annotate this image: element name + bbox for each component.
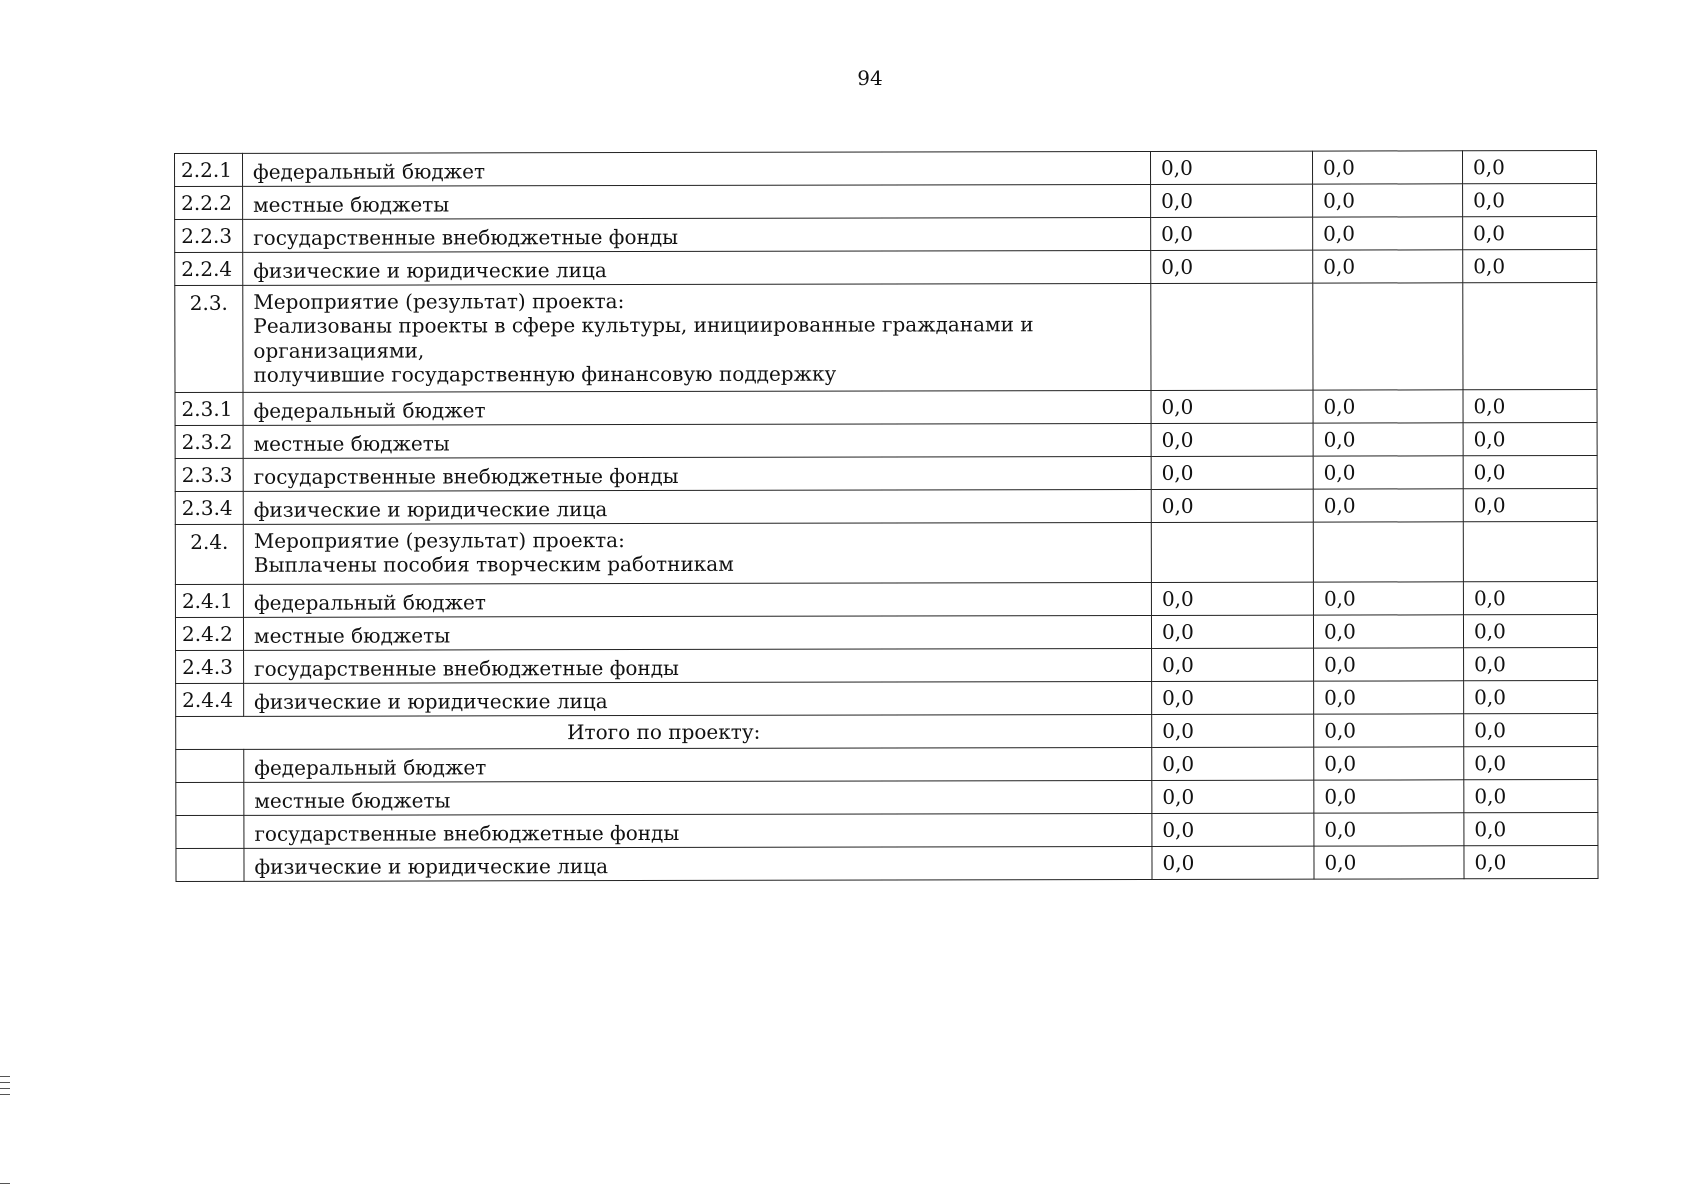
section-header-row [175, 283, 1597, 393]
margin-tick [0, 1082, 10, 1083]
total-label: Итого по проекту: [176, 714, 1152, 749]
table-row [175, 151, 1597, 187]
table-body [175, 151, 1599, 882]
row-label: федеральный бюджет [243, 390, 1151, 425]
value-cell: 0,0 [1152, 846, 1314, 879]
section-title-line: Мероприятие (результат) проекта: [253, 527, 625, 553]
row-number: 2.3.4 [175, 491, 243, 524]
value-cell: 0,0 [1151, 184, 1313, 217]
margin-marks [0, 1076, 10, 1100]
table-row [176, 647, 1598, 683]
value-cell: 0,0 [1463, 389, 1597, 422]
value-cell: 0,0 [1463, 422, 1597, 455]
value-cell: 0,0 [1463, 250, 1597, 283]
value-cell: 0,0 [1313, 455, 1463, 488]
funding-table [174, 150, 1599, 882]
value-cell: 0,0 [1464, 647, 1598, 680]
row-number [176, 848, 244, 881]
table-row [176, 746, 1598, 782]
row-label: государственные внебюджетные фонды [244, 648, 1152, 683]
row-label: физические и юридические лица [243, 250, 1151, 285]
value-cell: 0,0 [1313, 184, 1463, 217]
value-cell: 0,0 [1314, 845, 1464, 878]
table-row [175, 250, 1597, 286]
section-title-line: Мероприятие (результат) проекта: [253, 289, 625, 314]
row-number: 2.4.2 [175, 617, 243, 650]
value-cell: 0,0 [1464, 713, 1598, 746]
value-cell: 0,0 [1462, 151, 1596, 184]
value-cell: 0,0 [1314, 812, 1464, 845]
row-number: 2.2.3 [175, 219, 243, 252]
row-number: 2.4.4 [176, 683, 244, 716]
row-number [176, 749, 244, 782]
section-title-line: Выплачены пособия творческим работникам [253, 551, 734, 577]
value-cell: 0,0 [1314, 680, 1464, 713]
value-cell: 0,0 [1464, 845, 1598, 878]
row-label: федеральный бюджет [243, 151, 1151, 186]
row-number: 2.3.2 [175, 425, 243, 458]
section-title-line: Реализованы проекты в сфере культуры, инициированные гражданами и организациями, [253, 312, 1034, 363]
row-number: 2.4.3 [176, 650, 244, 683]
row-label: физические и юридические лица [244, 846, 1152, 881]
value-cell: 0,0 [1151, 390, 1313, 423]
value-cell: 0,0 [1463, 455, 1597, 488]
value-cell: 0,0 [1312, 151, 1462, 184]
row-label: местные бюджеты [243, 184, 1151, 219]
table-row [176, 812, 1598, 848]
value-cell: 0,0 [1152, 747, 1314, 780]
value-cell: 0,0 [1314, 779, 1464, 812]
funding-table-container [174, 150, 1599, 882]
row-label: государственные внебюджетные фонды [243, 456, 1151, 491]
value-cell: 0,0 [1313, 250, 1463, 283]
section-header-row [175, 521, 1597, 584]
table-row [176, 779, 1598, 815]
value-cell: 0,0 [1314, 647, 1464, 680]
table-row [175, 455, 1597, 491]
margin-tick [0, 1183, 10, 1184]
page-number: 94 [857, 66, 883, 90]
row-label: федеральный бюджет [243, 582, 1151, 617]
value-cell: 0,0 [1464, 746, 1598, 779]
value-cell: 0,0 [1151, 250, 1313, 283]
value-cell: 0,0 [1313, 389, 1463, 422]
value-cell: 0,0 [1152, 648, 1314, 681]
table-row [175, 581, 1597, 617]
value-cell: 0,0 [1313, 422, 1463, 455]
value-cell: 0,0 [1151, 615, 1313, 648]
value-cell: 0,0 [1152, 714, 1314, 747]
row-number: 2.4.1 [175, 584, 243, 617]
value-cell: 0,0 [1314, 713, 1464, 746]
value-cell: 0,0 [1152, 780, 1314, 813]
row-label: местные бюджеты [244, 780, 1152, 815]
value-cell: 0,0 [1464, 680, 1598, 713]
section-title [243, 283, 1151, 391]
margin-tick [0, 1094, 10, 1095]
row-label: государственные внебюджетные фонды [243, 217, 1151, 252]
table-row [175, 217, 1597, 253]
value-cell: 0,0 [1150, 151, 1312, 184]
row-number: 2.2.2 [175, 186, 243, 219]
table-row [175, 389, 1597, 425]
value-cell [1313, 521, 1463, 581]
value-cell: 0,0 [1464, 779, 1598, 812]
row-number [176, 782, 244, 815]
value-cell: 0,0 [1151, 423, 1313, 456]
table-row [176, 680, 1598, 716]
row-number [176, 815, 244, 848]
value-cell [1463, 521, 1597, 581]
row-label: физические и юридические лица [244, 681, 1152, 716]
value-cell: 0,0 [1313, 217, 1463, 250]
value-cell: 0,0 [1152, 813, 1314, 846]
row-number: 2.2.4 [175, 252, 243, 285]
total-row [176, 713, 1598, 749]
value-cell: 0,0 [1463, 217, 1597, 250]
row-label: федеральный бюджет [244, 747, 1152, 782]
row-label: физические и юридические лица [243, 489, 1151, 524]
value-cell: 0,0 [1313, 614, 1463, 647]
value-cell: 0,0 [1463, 614, 1597, 647]
value-cell [1151, 283, 1313, 390]
value-cell: 0,0 [1313, 488, 1463, 521]
table-row [176, 845, 1598, 881]
table-row [175, 488, 1597, 524]
row-number: 2.3.1 [175, 392, 243, 425]
value-cell [1463, 283, 1597, 390]
row-label: местные бюджеты [243, 423, 1151, 458]
value-cell: 0,0 [1152, 681, 1314, 714]
row-label: государственные внебюджетные фонды [244, 813, 1152, 848]
table-row [175, 614, 1597, 650]
value-cell: 0,0 [1151, 456, 1313, 489]
row-number: 2.4. [175, 524, 243, 584]
margin-tick [0, 1088, 10, 1089]
table-row [175, 422, 1597, 458]
section-title-line: получившие государственную финансовую поддержку [253, 361, 837, 388]
row-number: 2.2.1 [175, 153, 243, 186]
row-number: 2.3. [175, 285, 243, 392]
value-cell: 0,0 [1151, 217, 1313, 250]
value-cell: 0,0 [1313, 581, 1463, 614]
value-cell: 0,0 [1463, 488, 1597, 521]
table-row [175, 184, 1597, 220]
value-cell: 0,0 [1314, 746, 1464, 779]
value-cell [1151, 522, 1313, 582]
row-label: местные бюджеты [243, 615, 1151, 650]
value-cell: 0,0 [1463, 184, 1597, 217]
margin-tick [0, 1076, 10, 1077]
section-title [243, 522, 1151, 584]
value-cell: 0,0 [1463, 581, 1597, 614]
value-cell: 0,0 [1151, 582, 1313, 615]
row-number: 2.3.3 [175, 458, 243, 491]
value-cell [1313, 283, 1463, 390]
value-cell: 0,0 [1464, 812, 1598, 845]
value-cell: 0,0 [1151, 489, 1313, 522]
